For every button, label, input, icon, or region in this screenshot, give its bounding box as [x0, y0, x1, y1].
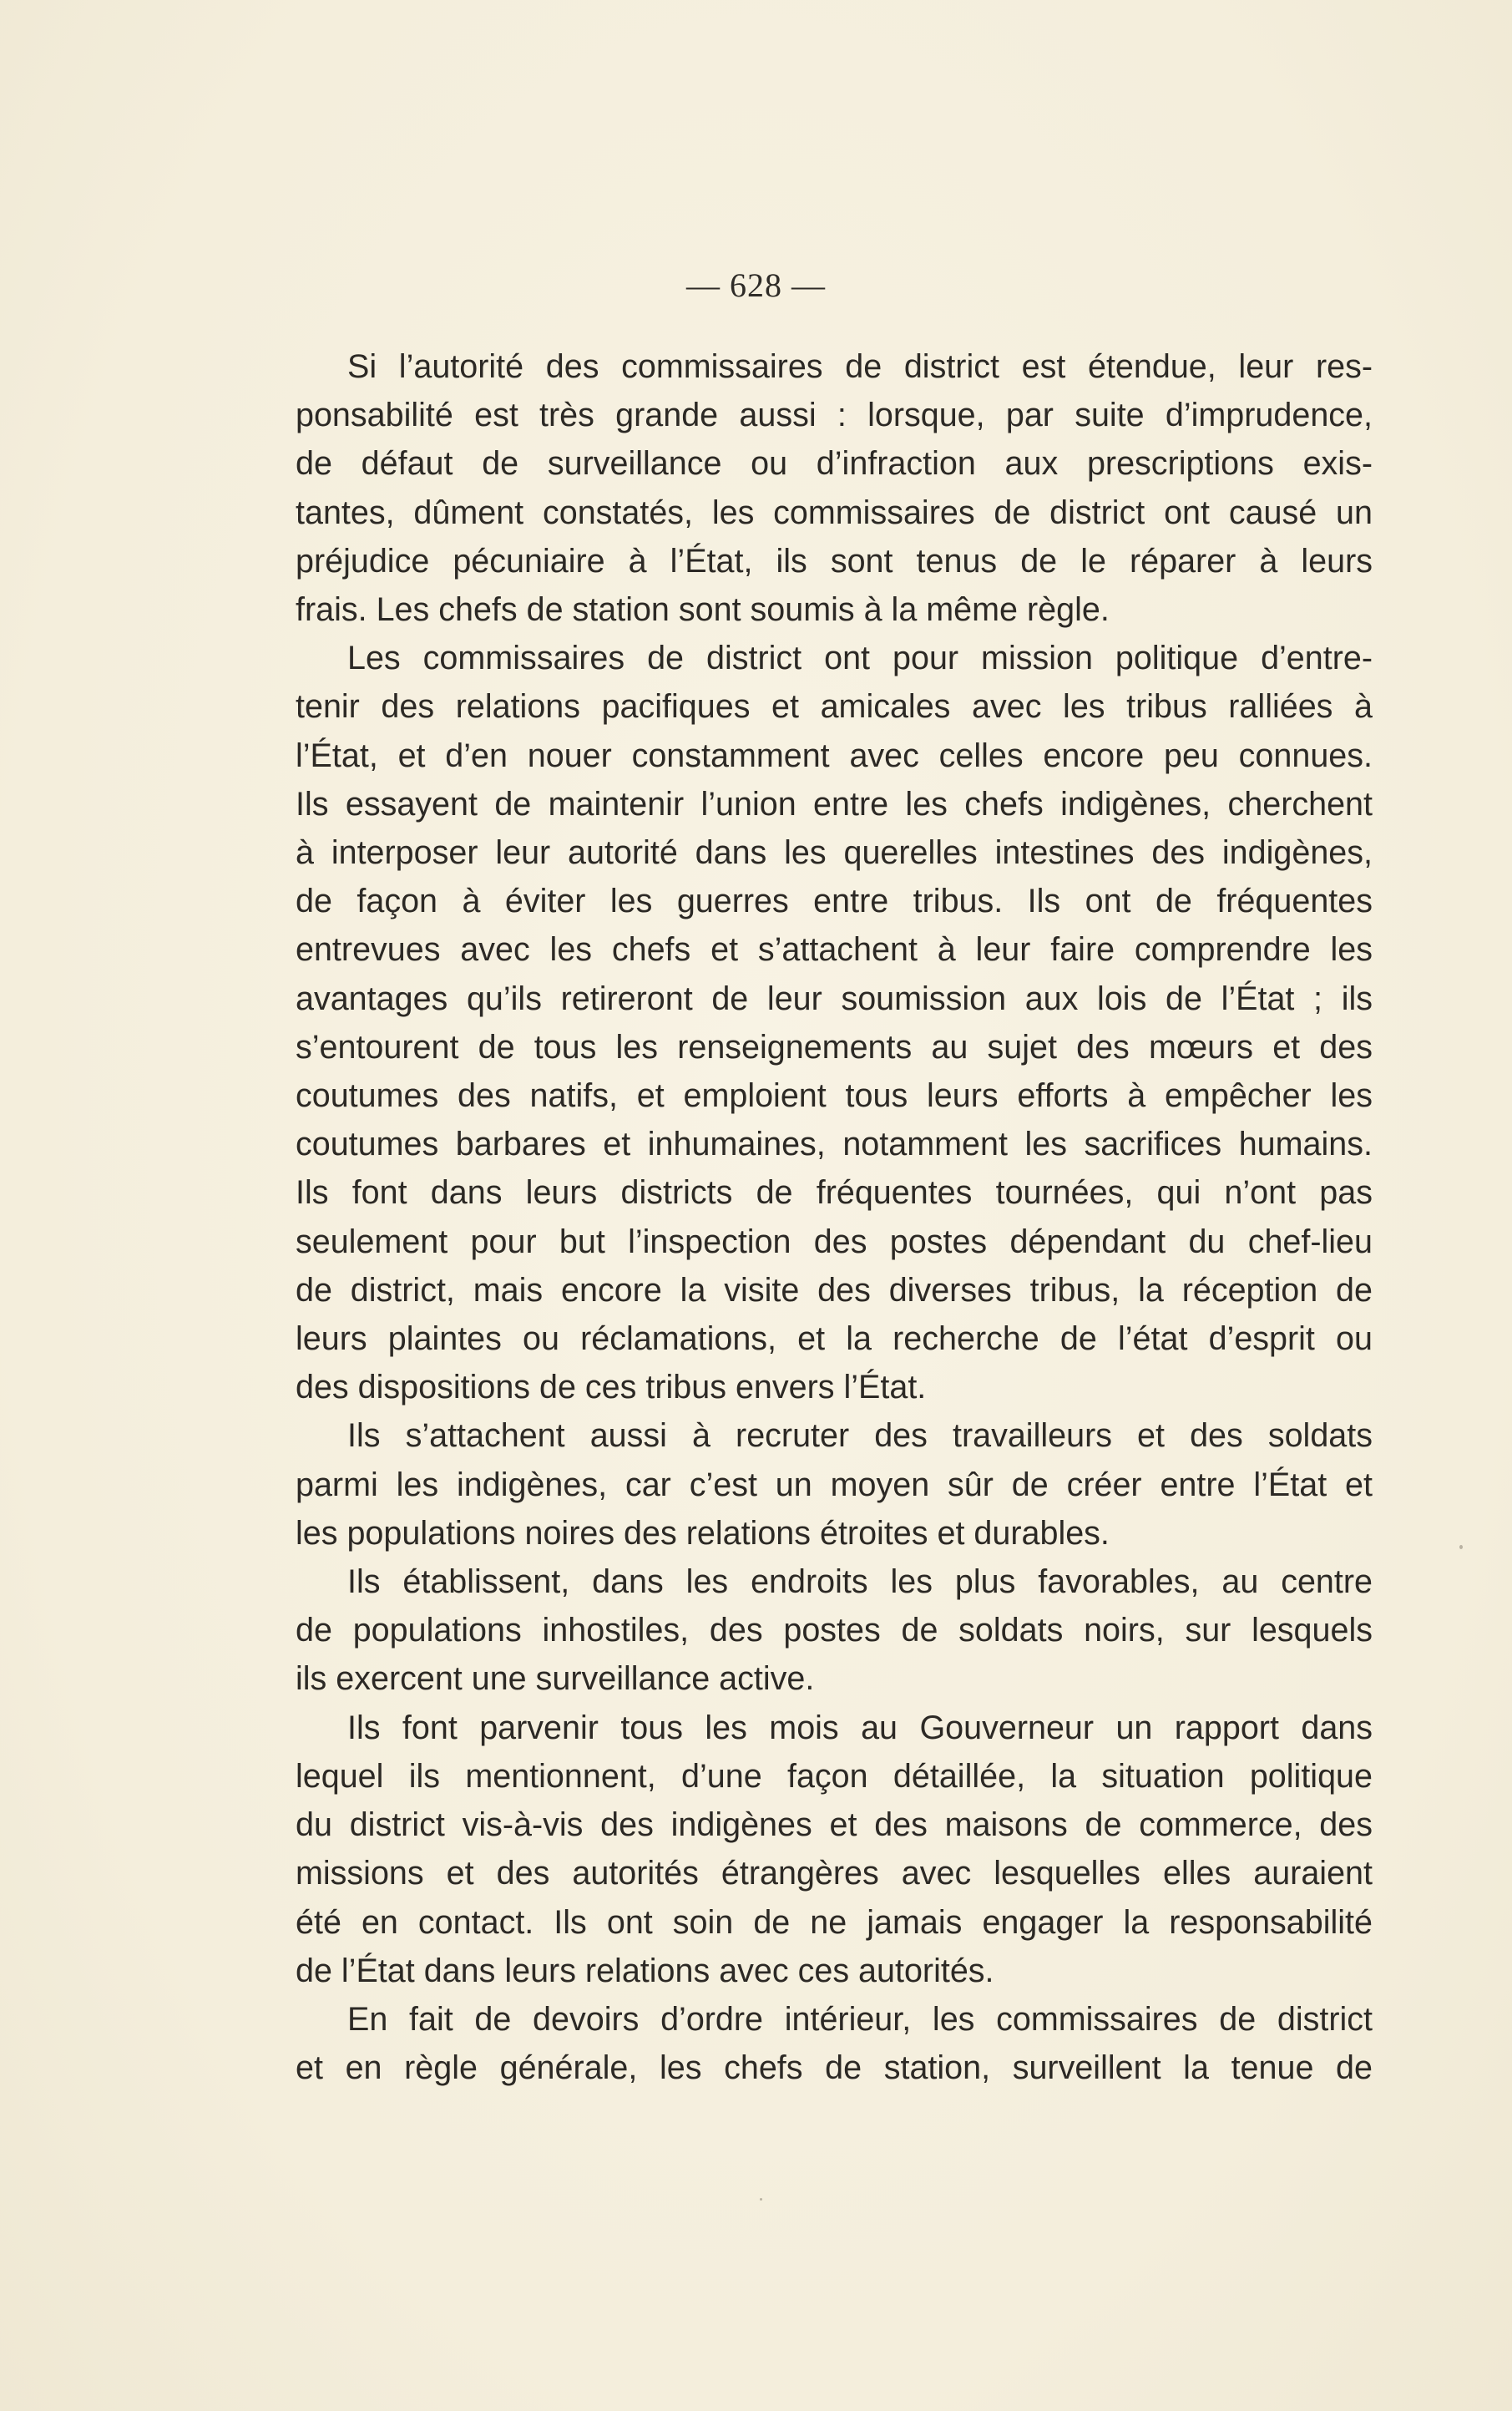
text-line: tantes, dûment constatés, les commissaires de district ont causé un [296, 494, 1373, 531]
text-line: Les commissaires de district ont pour mission politique d’entre- [347, 640, 1373, 677]
text-line: frais. Les chefs de station sont soumis à la même règle. [296, 591, 1110, 629]
text-line: de district, mais encore la visite des diverses tribus, la réception de [296, 1271, 1373, 1309]
paragraph [296, 1558, 1373, 1704]
paragraph [296, 1704, 1373, 1995]
text-line: seulement pour but l’inspection des postes dépendant du chef-lieu [296, 1223, 1373, 1260]
text-line: entrevues avec les chefs et s’attachent à leur faire comprendre les [296, 931, 1373, 969]
text-line: Ils essayent de maintenir l’union entre les chefs indigènes, cherchent [296, 785, 1373, 823]
text-line: missions et des autorités étrangères avec lesquelles elles auraient [296, 1855, 1373, 1892]
text-line: l’État, et d’en nouer constamment avec celles encore peu connues. [296, 737, 1373, 774]
text-line: été en contact. Ils ont soin de ne jamais engager la responsabilité [296, 1903, 1373, 1941]
paper-speck [760, 2198, 762, 2201]
text-line: des dispositions de ces tribus envers l’État. [296, 1369, 927, 1406]
paper-speck [1459, 1545, 1463, 1549]
text-line: et en règle générale, les chefs de station, surveillent la tenue de [296, 2049, 1373, 2087]
text-line: ils exercent une surveillance active. [296, 1660, 815, 1698]
text-line: avantages qu’ils retireront de leur soumission aux lois de l’État ; ils [296, 980, 1373, 1017]
text-line: Ils font dans leurs districts de fréquentes tournées, qui n’ont pas [296, 1174, 1373, 1212]
paragraph [296, 1411, 1373, 1558]
text-line: coutumes barbares et inhumaines, notamment les sacrifices humains. [296, 1126, 1373, 1163]
page-number: — 628 — [686, 266, 826, 304]
text-line: tenir des relations pacifiques et amicales avec les tribus ralliées à [296, 688, 1373, 726]
text-line: leurs plaintes ou réclamations, et la recherche de l’état d’esprit ou [296, 1320, 1373, 1358]
text-line: En fait de devoirs d’ordre intérieur, les commissaires de district [347, 2000, 1373, 2038]
paragraph [296, 1995, 1373, 2092]
text-line: ponsabilité est très grande aussi : lorsque, par suite d’imprudence, [296, 397, 1373, 434]
text-line: de populations inhostiles, des postes de soldats noirs, sur lesquels [296, 1612, 1373, 1649]
body-text [296, 342, 1373, 2092]
text-line: du district vis-à-vis des indigènes et des maisons de commerce, des [296, 1806, 1373, 1844]
text-line: Ils établissent, dans les endroits les plus favorables, au centre [347, 1563, 1373, 1601]
text-line: coutumes des natifs, et emploient tous leurs efforts à empêcher les [296, 1077, 1373, 1115]
text-line: les populations noires des relations étroites et durables. [296, 1514, 1110, 1552]
text-line: Si l’autorité des commissaires de district est étendue, leur res- [347, 348, 1373, 385]
text-line: s’entourent de tous les renseignements au sujet des mœurs et des [296, 1028, 1373, 1066]
text-line: de défaut de surveillance ou d’infraction aux prescriptions exis- [296, 445, 1373, 483]
text-line: préjudice pécuniaire à l’État, ils sont tenus de le réparer à leurs [296, 542, 1373, 580]
text-line: Ils s’attachent aussi à recruter des travailleurs et des soldats [347, 1417, 1373, 1455]
paragraph [296, 634, 1373, 1411]
text-line: lequel ils mentionnent, d’une façon détaillée, la situation politique [296, 1757, 1373, 1795]
paragraph [296, 342, 1373, 634]
text-line: à interposer leur autorité dans les querelles intestines des indigènes, [296, 834, 1373, 872]
text-line: de façon à éviter les guerres entre tribus. Ils ont de fréquentes [296, 883, 1373, 920]
text-line: Ils font parvenir tous les mois au Gouverneur un rapport dans [347, 1709, 1373, 1746]
text-line: de l’État dans leurs relations avec ces autorités. [296, 1952, 994, 1989]
text-line: parmi les indigènes, car c’est un moyen sûr de créer entre l’État et [296, 1466, 1373, 1503]
